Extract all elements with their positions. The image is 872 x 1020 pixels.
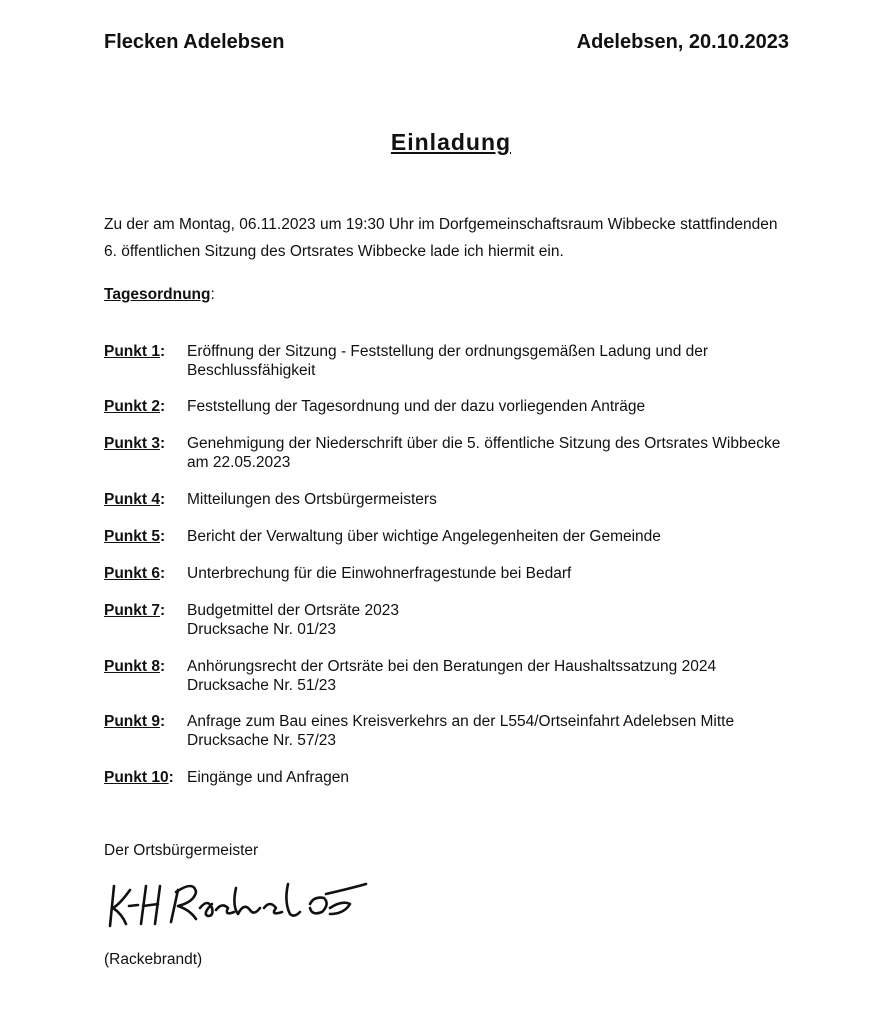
agenda-item-label: Punkt 6 bbox=[104, 565, 160, 582]
handwritten-signature bbox=[104, 864, 379, 934]
agenda-item-text: Feststellung der Tagesordnung und der dazu vorliegenden Anträge bbox=[187, 398, 646, 415]
agenda-item-label: Punkt 3 bbox=[104, 435, 160, 452]
agenda-label-colon: : bbox=[159, 435, 166, 452]
agenda-item-text: Eröffnung der Sitzung - Feststellung der ordnungsgemäßen Ladung und der bbox=[187, 343, 709, 360]
agenda-label-colon: : bbox=[159, 602, 166, 619]
agenda-label-colon: : bbox=[159, 565, 166, 582]
agenda-item-text: Mitteilungen des Ortsbürgermeisters bbox=[187, 491, 437, 508]
agenda-label-colon: : bbox=[159, 528, 166, 545]
municipality-name: Flecken Adelebsen bbox=[104, 31, 285, 53]
agenda-label-colon: : bbox=[168, 769, 174, 786]
agenda-item-text: Anhörungsrecht der Ortsräte bei den Beratungen der Haushaltssatzung 2024 bbox=[187, 658, 717, 675]
agenda-item-text-2: Drucksache Nr. 57/23 bbox=[187, 732, 337, 749]
agenda-label-colon: : bbox=[159, 398, 166, 415]
agenda-item-label: Punkt 1 bbox=[104, 343, 160, 360]
agenda-heading-colon: : bbox=[210, 286, 215, 303]
agenda-item-text: Budgetmittel der Ortsräte 2023 bbox=[187, 602, 399, 619]
signer-name: (Rackebrandt) bbox=[104, 951, 203, 968]
agenda-item-label: Punkt 7 bbox=[104, 602, 160, 619]
agenda-item-label: Punkt 8 bbox=[104, 658, 160, 675]
agenda-item-text-2: Drucksache Nr. 51/23 bbox=[187, 677, 337, 694]
agenda-label-colon: : bbox=[159, 491, 166, 508]
agenda-label-colon: : bbox=[159, 343, 166, 360]
intro-line-2: 6. öffentlichen Sitzung des Ortsrates Wibbecke lade ich hiermit ein. bbox=[104, 243, 564, 260]
agenda-item-text: Bericht der Verwaltung über wichtige Angelegenheiten der Gemeinde bbox=[187, 528, 661, 545]
signer-role: Der Ortsbürgermeister bbox=[104, 842, 259, 859]
agenda-item-text: Genehmigung der Niederschrift über die 5. öffentliche Sitzung des Ortsrates Wibbecke bbox=[187, 435, 781, 452]
agenda-item-text: Anfrage zum Bau eines Kreisverkehrs an der L554/Ortseinfahrt Adelebsen Mitte bbox=[187, 713, 735, 730]
agenda-label-colon: : bbox=[159, 658, 166, 675]
agenda-item-text: Unterbrechung für die Einwohnerfragestunde bei Bedarf bbox=[187, 565, 572, 582]
place-date: Adelebsen, 20.10.2023 bbox=[576, 31, 789, 53]
agenda-heading-text: Tagesordnung bbox=[104, 286, 211, 303]
agenda-item-label: Punkt 9 bbox=[104, 713, 160, 730]
agenda-label-colon: : bbox=[159, 713, 166, 730]
agenda-item-text-2: am 22.05.2023 bbox=[187, 454, 291, 471]
agenda-item-text: Eingänge und Anfragen bbox=[187, 769, 350, 786]
agenda-item-label: Punkt 4 bbox=[104, 491, 160, 508]
intro-paragraph bbox=[104, 211, 814, 265]
agenda-heading bbox=[104, 286, 215, 304]
agenda-item-text-2: Beschlussfähigkeit bbox=[187, 362, 316, 379]
agenda-item-label: Punkt 5 bbox=[104, 528, 160, 545]
agenda-item-text-2: Drucksache Nr. 01/23 bbox=[187, 621, 337, 638]
agenda-item-label: Punkt 10 bbox=[104, 769, 169, 786]
document-title: Einladung bbox=[390, 129, 512, 155]
agenda-item-label: Punkt 2 bbox=[104, 398, 160, 415]
intro-line-1: Zu der am Montag, 06.11.2023 um 19:30 Uhr im Dorfgemeinschaftsraum Wibbecke stattfindenden bbox=[104, 216, 778, 233]
